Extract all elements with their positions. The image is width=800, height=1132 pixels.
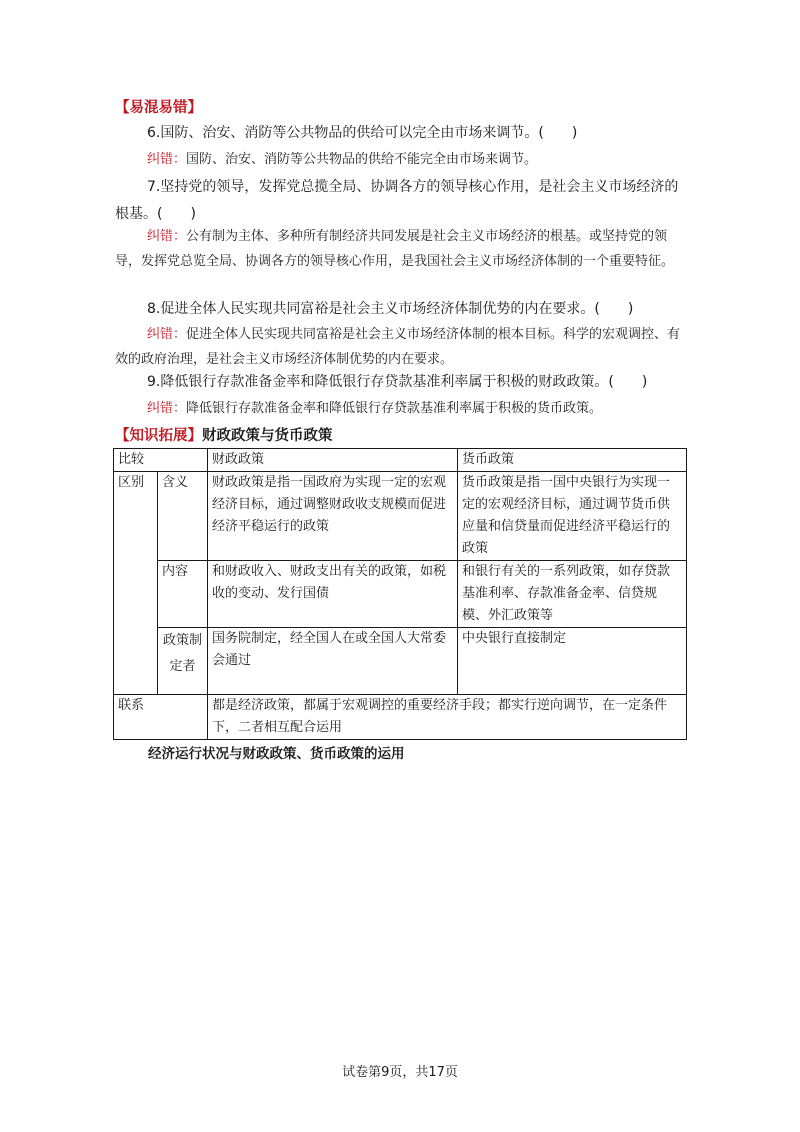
page-footer: 试卷第9页，共17页 (342, 1065, 458, 1080)
row-label: 内容 (158, 561, 208, 628)
correction-8 (115, 322, 687, 372)
correction-text: 降低银行存款准备金率和降低银行存贷款基准利率属于积极的货币政策。 (186, 401, 603, 416)
correction-tag: 纠错： (147, 327, 187, 342)
group-label-difference: 区别 (114, 472, 158, 695)
correction-text: 促进全体人民实现共同富裕是社会主义市场经济体制的根本目标。科学的宏观调控、有效的政府治理，是社会主义市场经济体制优势的内在要求。 (115, 327, 681, 367)
heading-subtitle: 财政政策与货币政策 (202, 427, 333, 444)
question-8: 8.促进全体人民实现共同富裕是社会主义市场经济体制优势的内在要求。( ) (147, 301, 634, 317)
fiscal-cell: 国务院制定，经全国人在或全国人大常委会通过 (208, 628, 458, 695)
fiscal-cell: 和财政收入、财政支出有关的政策，如税收的变动、发行国债 (208, 561, 458, 628)
relation-text: 都是经济政策，都属于宏观调控的重要经济手段；都实行逆向调节，在一定条件下，二者相互配合运用 (208, 695, 687, 740)
subsection-title: 经济运行状况与财政政策、货币政策的运用 (148, 746, 405, 762)
heading-bracket-left: 【 (115, 99, 130, 116)
correction-6 (115, 147, 687, 172)
heading-title: 易混易错 (129, 99, 188, 116)
row-label: 政策制定者 (158, 628, 208, 695)
correction-tag: 纠错： (147, 401, 187, 416)
monetary-cell: 中央银行直接制定 (458, 628, 687, 695)
question-7: 7.坚持党的领导，发挥党总揽全局、协调各方的领导核心作用，是社会主义市场经济的根基。( ) (115, 179, 679, 222)
header-monetary: 货币政策 (458, 449, 687, 472)
heading-bracket-right: 】 (187, 99, 202, 116)
comparison-table (113, 448, 687, 740)
header-compare: 比较 (114, 449, 208, 472)
monetary-cell: 货币政策是指一国中央银行为实现一定的宏观经济目标，通过调节货币供应量和信贷量而促进经济平稳运行的政策 (458, 472, 687, 561)
correction-text: 公有制为主体、多种所有制经济共同发展是社会主义市场经济的根基。或坚持党的领导，发挥党总览全局、协调各方的领导核心作用，是我国社会主义市场经济体制的一个重要特征。 (115, 229, 675, 269)
section-heading-knowledge (115, 424, 333, 445)
section-heading-errors (115, 96, 202, 117)
monetary-cell: 和银行有关的一系列政策，如存贷款基准利率、存款准备金率、信贷规模、外汇政策等 (458, 561, 687, 628)
table-row-relation (114, 695, 687, 740)
heading-bracket-left: 【 (115, 427, 130, 444)
fiscal-cell: 财政政策是指一国政府为实现一定的宏观经济目标，通过调整财政收支规模而促进经济平稳运行的政策 (208, 472, 458, 561)
correction-text: 国防、治安、消防等公共物品的供给不能完全由市场来调节。 (186, 152, 538, 167)
table-header-row (114, 449, 687, 472)
table-row (114, 628, 687, 695)
correction-7 (115, 224, 687, 274)
table-row (114, 561, 687, 628)
table-row (114, 472, 687, 561)
correction-tag: 纠错： (147, 152, 187, 167)
question-9: 9.降低银行存款准备金率和降低银行存贷款基准利率属于积极的财政政策。( ) (147, 374, 648, 390)
relation-label: 联系 (114, 695, 208, 740)
heading-bracket-right: 】 (187, 427, 202, 444)
heading-title: 知识拓展 (129, 427, 188, 444)
row-label: 含义 (158, 472, 208, 561)
correction-9 (115, 396, 687, 421)
header-fiscal: 财政政策 (208, 449, 458, 472)
correction-tag: 纠错： (147, 229, 187, 244)
question-6: 6.国防、治安、消防等公共物品的供给可以完全由市场来调节。( ) (147, 125, 578, 141)
